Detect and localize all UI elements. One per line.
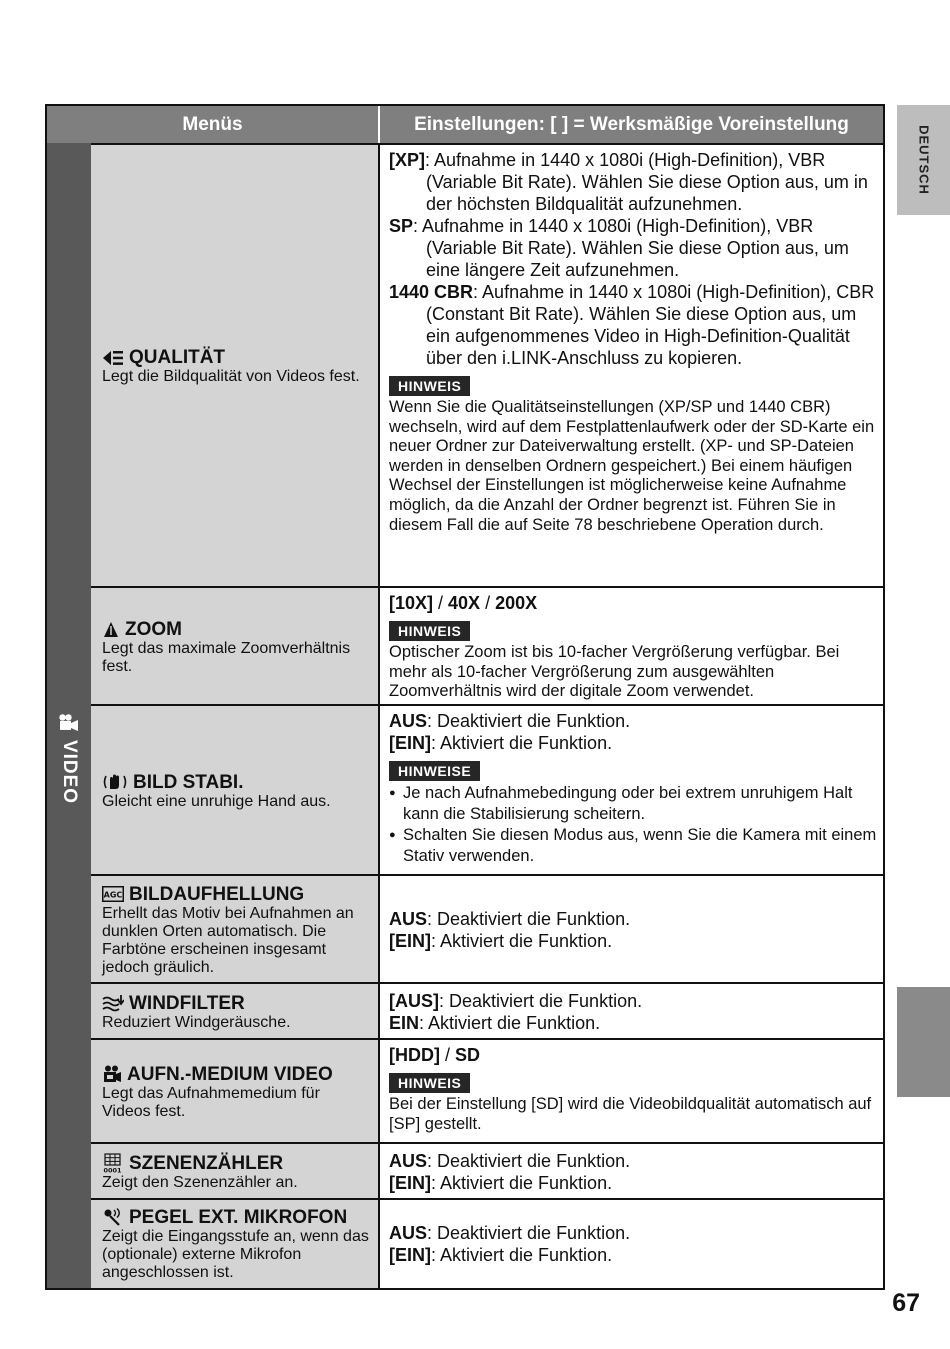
option-key: AUS — [389, 909, 428, 929]
note-badge: HINWEIS — [389, 621, 470, 641]
option-line — [389, 1150, 877, 1172]
menu-row-qualitaet — [91, 143, 883, 588]
menu-cell — [91, 1200, 380, 1288]
option-text: : Aktiviert die Funktion. — [419, 1013, 601, 1033]
menu-title: ZOOM — [125, 618, 182, 640]
option-key: AUS — [389, 711, 428, 731]
option-line — [389, 732, 877, 754]
menu-title: QUALITÄT — [129, 347, 226, 368]
option-line — [389, 1244, 877, 1266]
option-key: [EIN] — [389, 931, 431, 951]
menu-cell — [91, 706, 380, 876]
option-text: : Deaktiviert die Funktion. — [427, 711, 631, 731]
zoom-icon — [102, 620, 120, 638]
separator: / — [433, 593, 449, 613]
menu-row-pegel-ext-mikrofon — [91, 1198, 883, 1288]
menu-cell — [91, 145, 380, 588]
menu-description: Gleicht eine unruhige Hand aus. — [102, 792, 331, 810]
option-line — [389, 908, 877, 930]
menu-description: Zeigt den Szenenzähler an. — [102, 1173, 298, 1191]
settings-cell — [380, 706, 883, 876]
video-section-bar — [47, 143, 91, 1288]
quality-icon — [102, 349, 124, 367]
settings-header: Einstellungen: [ ] = Werksmäßige Voreinstellung — [380, 106, 883, 143]
note-text: Wenn Sie die Qualitätseinstellungen (XP/SP und 1440 CBR) wechseln, wird auf dem Festplattenlaufwerk oder der SD-Karte ein neuer Ordner zur Dateiverwaltung erstellt. (XP- und SP-Dateien werden in denselben Ordnern gespeichert.) Bei einem häufigen Wechsel der Einstellungen ist möglicherweise keine Aufnahme möglich, da die Anzahl der Ordner begrenzt ist. Führen Sie in diesem Fall die auf Seite 78 beschriebene Operation durch. — [389, 398, 875, 534]
note-text: Bei der Einstellung [SD] wird die Videobildqualität automatisch auf [SP] gestellt. — [389, 1095, 872, 1133]
menu-title: BILDAUFHELLUNG — [129, 883, 305, 905]
option-text: : Aufnahme in 1440 x 1080i (High-Definition), VBR (Variable Bit Rate). Wählen Sie diese Option aus, um eine längere Zeit aufzunehmen. — [413, 216, 849, 280]
note-bullet: ● Schalten Sie diesen Modus aus, wenn Sie die Kamera mit einem Stativ verwenden. — [389, 825, 877, 867]
menu-title: SZENENZÄHLER — [129, 1152, 284, 1174]
settings-cell — [380, 1040, 883, 1144]
separator: / — [440, 1045, 456, 1065]
choice: 200X — [495, 593, 538, 613]
option-text: : Deaktiviert die Funktion. — [427, 909, 631, 929]
agc-icon — [102, 886, 124, 902]
menu-cell — [91, 984, 380, 1040]
language-tab-label: DEUTSCH — [916, 125, 931, 195]
menu-row-bild-stabi — [91, 704, 883, 876]
settings-table — [45, 104, 885, 1290]
note-badge: HINWEISE — [389, 761, 480, 781]
option-line — [389, 1172, 877, 1194]
menu-row-aufn-medium-video — [91, 1038, 883, 1144]
svg-text:0001: 0001 — [103, 1166, 122, 1173]
option-key: [EIN] — [389, 733, 431, 753]
option-line — [389, 710, 877, 732]
recording-medium-icon — [102, 1064, 122, 1084]
option-key: [EIN] — [389, 1173, 431, 1193]
choice: [10X] — [389, 593, 434, 613]
note-badge: HINWEIS — [389, 1073, 470, 1093]
option-line — [389, 149, 877, 215]
menus-header: Menüs — [47, 106, 380, 143]
settings-cell — [380, 588, 883, 706]
video-section-label: VIDEO — [59, 739, 80, 805]
side-marker — [897, 987, 950, 1097]
menu-description: Legt die Bildqualität von Videos fest. — [102, 368, 360, 385]
option-text: : Deaktiviert die Funktion. — [427, 1151, 631, 1171]
menu-cell — [91, 1040, 380, 1144]
note-badge: HINWEIS — [389, 376, 470, 396]
svg-text:AGC: AGC — [103, 890, 123, 900]
option-key: SP — [389, 216, 414, 236]
menu-row-windfilter — [91, 982, 883, 1040]
page-number: 67 — [892, 1289, 920, 1317]
option-line — [389, 1222, 877, 1244]
scene-counter-icon — [102, 1153, 124, 1173]
option-text: : Aktiviert die Funktion. — [431, 1173, 613, 1193]
option-line — [389, 1012, 877, 1034]
option-line — [389, 990, 877, 1012]
option-line — [389, 281, 877, 369]
menu-description: Reduziert Windgeräusche. — [102, 1013, 291, 1031]
menu-cell — [91, 588, 380, 706]
menu-description: Zeigt die Eingangsstufe an, wenn das (optionale) externe Mikrofon angeschlossen ist. — [102, 1227, 369, 1281]
option-text: : Deaktiviert die Funktion. — [427, 1223, 631, 1243]
choice-line — [389, 592, 877, 614]
option-text: : Deaktiviert die Funktion. — [439, 991, 643, 1011]
option-key: [EIN] — [389, 1245, 431, 1265]
option-text: : Aktiviert die Funktion. — [431, 1245, 613, 1265]
wind-filter-icon — [102, 994, 124, 1012]
option-text: : Aktiviert die Funktion. — [431, 931, 613, 951]
option-key: EIN — [389, 1013, 420, 1033]
menu-row-zoom — [91, 586, 883, 706]
option-text: : Aufnahme in 1440 x 1080i (High-Definition), VBR (Variable Bit Rate). Wählen Sie diese Option aus, um in der höchsten Bildqualität aufzunehmen. — [425, 150, 868, 214]
choice: [HDD] — [389, 1045, 440, 1065]
menu-title: WINDFILTER — [129, 992, 245, 1014]
stabilizer-icon — [102, 773, 128, 791]
option-line — [389, 215, 877, 281]
menu-row-szenenzaehler — [91, 1142, 883, 1200]
option-key: AUS — [389, 1223, 428, 1243]
settings-cell — [380, 145, 883, 588]
choice-line — [389, 1044, 877, 1066]
menu-title: BILD STABI. — [133, 771, 244, 793]
menu-row-bildaufhellung — [91, 874, 883, 984]
menu-title: AUFN.-MEDIUM VIDEO — [127, 1063, 333, 1085]
settings-cell — [380, 1200, 883, 1288]
separator: / — [480, 593, 496, 613]
option-key: [AUS] — [389, 991, 439, 1011]
menu-cell — [91, 1144, 380, 1200]
video-camera-icon — [58, 712, 80, 734]
option-text: : Aufnahme in 1440 x 1080i (High-Definition), CBR (Constant Bit Rate). Wählen Sie diese Option aus, um ein aufgenommenes Video in High-Definition-Qualität über den i.LINK-Anschluss zu kopieren. — [426, 282, 875, 368]
menu-description: Legt das maximale Zoomverhältnis fest. — [102, 639, 351, 675]
menu-title: PEGEL EXT. MIKROFON — [129, 1206, 348, 1228]
choice: 40X — [448, 593, 481, 613]
choice: SD — [455, 1045, 481, 1065]
menu-description: Legt das Aufnahmemedium für Videos fest. — [102, 1084, 320, 1120]
note-text: Optischer Zoom ist bis 10-facher Vergrößerung verfügbar. Bei mehr als 10-facher Vergrößerung zum ausgewählten Zoomverhältnis wird der digitale Zoom verwendet. — [389, 643, 840, 701]
option-key: [XP] — [389, 150, 425, 170]
settings-cell — [380, 1144, 883, 1200]
option-line — [389, 930, 877, 952]
option-text: : Aktiviert die Funktion. — [431, 733, 613, 753]
settings-cell — [380, 984, 883, 1040]
option-key: AUS — [389, 1151, 428, 1171]
menu-cell — [91, 876, 380, 984]
microphone-level-icon — [102, 1208, 124, 1226]
note-bullet: ● Je nach Aufnahmebedingung oder bei extrem unruhigem Halt kann die Stabilisierung scheitern. — [389, 783, 877, 825]
settings-cell — [380, 876, 883, 984]
language-tab — [897, 105, 950, 215]
option-key: 1440 CBR — [389, 282, 474, 302]
menu-description: Erhellt das Motiv bei Aufnahmen an dunklen Orten automatisch. Die Farbtöne erscheinen insgesamt jedoch gräulich. — [102, 904, 354, 976]
